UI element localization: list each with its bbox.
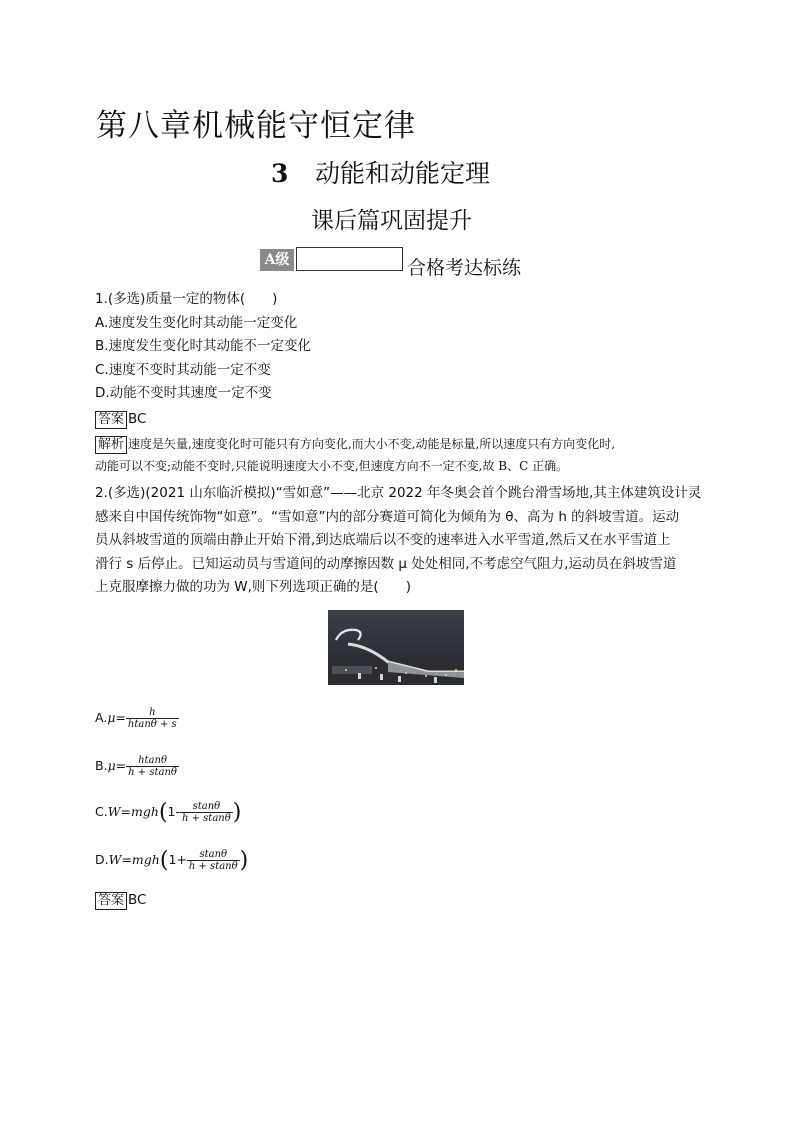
option-b-lhs: μ= (107, 758, 127, 773)
question-2-line-3: 员从斜坡雪道的顶端由静止开始下滑,到达底端后以不变的速率进入水平雪道,然后又在水平雪道上 (95, 532, 671, 548)
question-1-explanation (95, 433, 615, 477)
option-a-fraction (126, 707, 179, 730)
option-d-fraction (187, 849, 240, 872)
option-c-denominator: h + stanθ (182, 813, 231, 824)
option-b-fraction (126, 755, 179, 778)
option-d-lhs: W=mgh (108, 852, 160, 867)
option-c-fraction (180, 801, 233, 824)
question-2-option-a (95, 707, 179, 730)
option-d-lead: 1+ (168, 852, 187, 867)
question-2-answer (95, 892, 146, 910)
option-d-denominator: h + stanθ (188, 861, 238, 872)
question-1-option-d: D.动能不变时其速度一定不变 (95, 385, 272, 401)
option-c-prefix: C. (95, 804, 108, 819)
explain-line-1: 速度是矢量,速度变化时可能只有方向变化,而大小不变,动能是标量,所以速度只有方向变化时, (128, 437, 616, 451)
option-a-numerator: h (126, 707, 179, 719)
option-a-prefix: A. (95, 710, 108, 725)
page-subtitle: 课后篇巩固提升 (311, 208, 472, 234)
explain-line-2: 动能可以不变;动能不变时,只能说明速度大小不变,但速度方向不一定不变,故 B、C 正确。 (95, 459, 569, 473)
question-1-answer (95, 411, 146, 429)
level-title: 合格考达标练 (407, 257, 522, 279)
answer-tag: 答案 (95, 892, 127, 910)
option-a-lhs: μ= (107, 710, 126, 725)
ski-jump-photo (328, 610, 464, 685)
question-2-line-4: 滑行 s 后停止。已知运动员与雪道间的动摩擦因数 μ 处处相同,不考虑空气阻力,运动员在斜坡雪道 (95, 555, 677, 572)
question-1-option-c: C.速度不变时其动能一定不变 (95, 361, 271, 378)
level-box (296, 247, 403, 271)
section-heading (271, 154, 490, 190)
question-2-option-c: C.W=mgh(1- $\frac{stan\theta}{h + stan\theta}$ ) (95, 800, 242, 825)
option-a-denominator: htanθ + s (127, 719, 177, 730)
answer-tag: 答案 (95, 411, 127, 429)
section-number: 3 (271, 159, 289, 188)
option-c-numerator: stanθ (180, 801, 233, 813)
question-1-stem: 1.(多选)质量一定的物体( ) (95, 291, 278, 307)
answer-value: BC (128, 411, 147, 427)
option-c-lhs: W=mgh (107, 804, 159, 819)
option-b-prefix: B. (95, 758, 108, 773)
question-1-option-a: A.速度发生变化时其动能一定变化 (95, 314, 298, 331)
option-d-numerator: stanθ (187, 849, 240, 861)
option-c-lead: 1- (167, 804, 180, 819)
question-2-stem (95, 482, 701, 600)
question-2-line-2: 感来自中国传统饰物“如意”。“雪如意”内的部分赛道可简化为倾角为 θ、高为 h 的斜坡雪道。运动 (95, 508, 680, 525)
option-d-prefix: D. (95, 852, 109, 867)
answer-value: BC (128, 892, 147, 908)
question-1 (95, 288, 311, 406)
level-badge: A级 (260, 249, 294, 271)
explain-tag: 解析 (95, 436, 127, 454)
question-1-option-b: B.速度发生变化时其动能不一定变化 (95, 338, 312, 354)
question-2-line-5: 上克服摩擦力做的功为 W,则下列选项正确的是( ) (95, 579, 411, 595)
question-2-option-b (95, 755, 179, 778)
option-b-denominator: h + stanθ (128, 767, 177, 778)
chapter-title: 第八章机械能守恒定律 (96, 108, 416, 144)
question-2-option-d: D.W=mgh(1+ $\frac{stan\theta}{h + stan\theta}$ ) (95, 848, 249, 873)
question-2-line-1: 2.(多选)(2021 山东临沂模拟)“雪如意”——北京 2022 年冬奥会首个跳台滑雪场地,其主体建筑设计灵 (95, 485, 702, 501)
section-title: 动能和动能定理 (315, 159, 491, 188)
option-b-numerator: htanθ (126, 755, 179, 767)
